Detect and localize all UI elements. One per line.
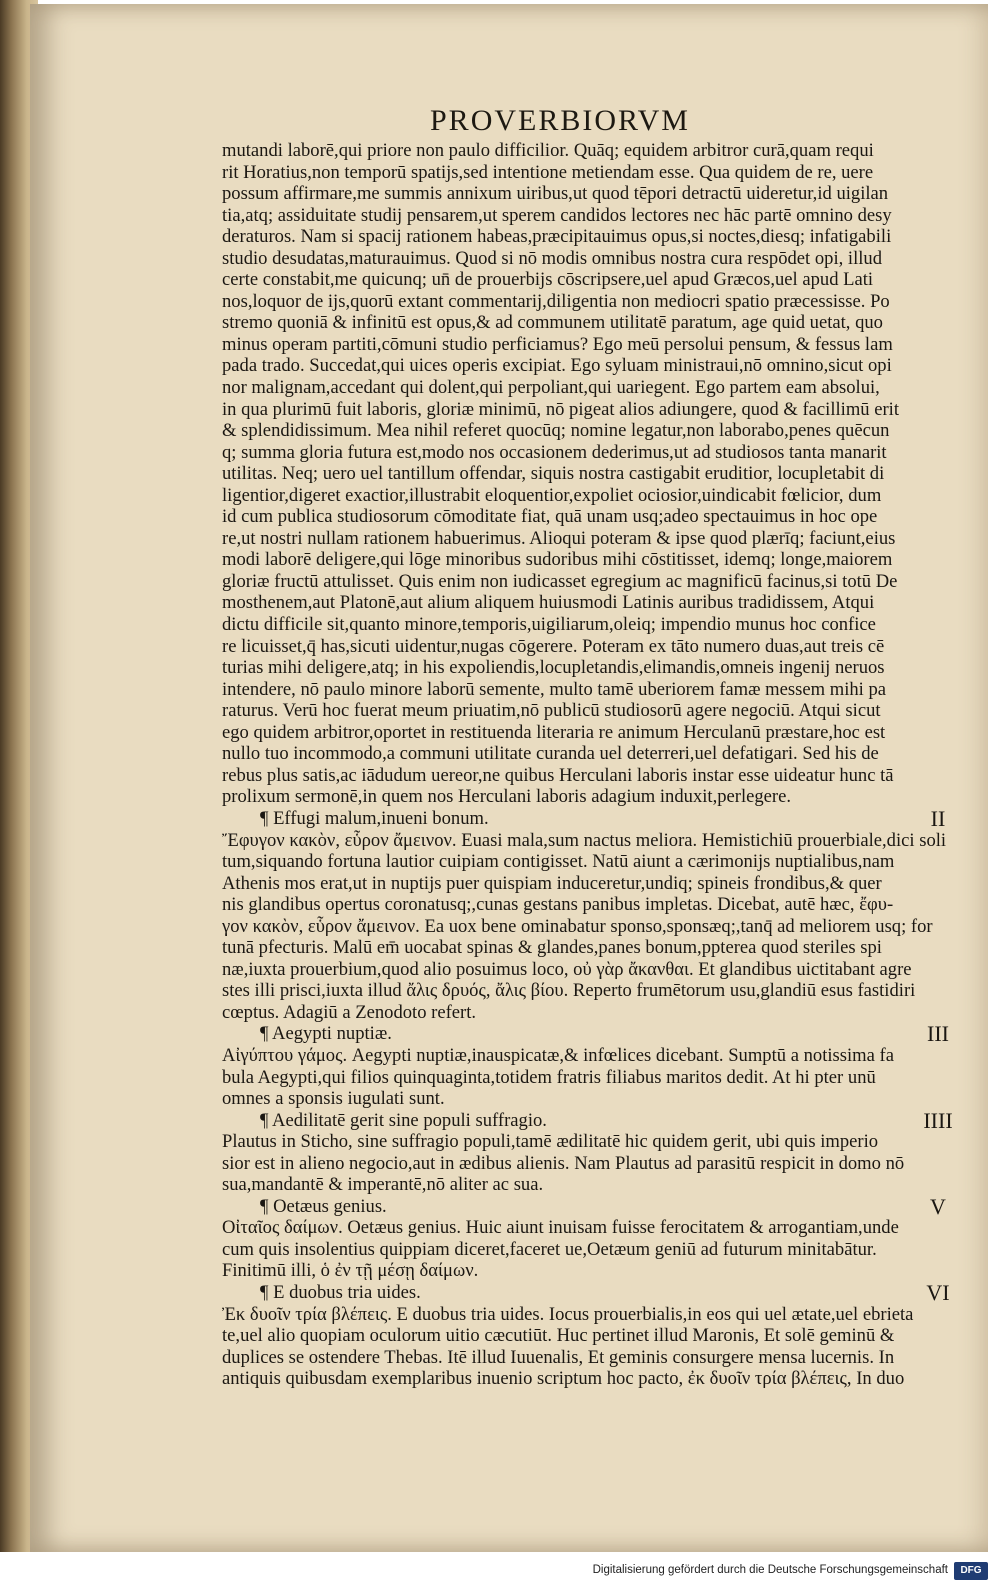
line-text: omnes a sponsis iugulati sunt. xyxy=(222,1088,445,1110)
text-line xyxy=(222,937,967,959)
line-text: duplices se ostendere Thebas. Itē illud Iuuenalis, Et geminis consurgere mensa lucernis. In xyxy=(222,1346,895,1368)
line-text: tum,siquando fortuna lautior cuipiam contigisset. Natū aiunt a cærimonijs nuptialibus,nam xyxy=(222,851,895,873)
text-line xyxy=(222,162,967,184)
adage-heading: ¶ Aedilitatē gerit sine populi suffragio. xyxy=(260,1109,547,1131)
text-line xyxy=(222,830,967,852)
line-text: dictu difficile sit,quanto minore,temporis,uigiliarum,oleiq; impendio munus hoc confice xyxy=(222,614,876,636)
adage-heading-line xyxy=(222,1282,967,1304)
line-text: Athenis mos erat,ut in nuptijs puer quispiam induceretur,undiq; spineis frondibus,& quer xyxy=(222,872,882,894)
line-text: minus operam partiti,cōmuni studio perficiamus? Ego meū persolui pensum, & fessus lam xyxy=(222,333,893,355)
text-line xyxy=(222,959,967,981)
text-line xyxy=(222,851,967,873)
line-text: nis glandibus opertus coronatusq;,cunas gestans panibus impletas. Dicebat, autē hæc, ἔφυ- xyxy=(222,894,894,916)
line-text: te,uel alio quopiam oculorum uitio cæcutiūt. Huc pertinet illud Maronis, Et solē geminū & xyxy=(222,1325,895,1347)
line-text: & splendidissimum. Mea nihil referet quocūq; nomine legatur,non laborabo,penes quēcun xyxy=(222,420,890,442)
line-text: cum quis insolentius quippiam diceret,faceret ue,Oetæum geniū ad futurum minitabātur. xyxy=(222,1238,877,1260)
text-line xyxy=(222,1153,967,1175)
text-line xyxy=(222,722,967,744)
line-text: ligentior,digeret exactior,illustrabit eloquentior,expoliet ociosior,uindicabit fœlicior, dum xyxy=(222,484,882,506)
line-text: re,ut nostri nullam rationem habuerimus. Alioqui poteram & ipse quod plærīq; faciunt,eius xyxy=(222,527,896,549)
text-block xyxy=(222,140,967,1390)
dfg-logo-icon: DFG xyxy=(954,1562,988,1580)
text-line xyxy=(222,657,967,679)
text-line xyxy=(222,894,967,916)
line-text: stes illi prisci,iuxta illud ἄλις δρυός, ἄλις βίου. Reperto frumētorum usu,glandiū esus fastidiri xyxy=(222,980,916,1002)
text-line xyxy=(222,140,967,162)
adage-numeral: VI xyxy=(926,1281,950,1304)
text-line xyxy=(222,743,967,765)
line-text: intendere, nō paulo minore laborū semente, multo tamē uberiorem famæ messem mihi pa xyxy=(222,678,887,700)
line-text: raturus. Verū hoc fuerat meum priuatim,nō publicū studiosorū agere negociū. Atqui sicut xyxy=(222,700,881,722)
line-text: Οἰταῖος δαίμων. Oetæus genius. Huic aiunt inuisam fuisse ferocitatem & arrogantiam,unde xyxy=(222,1217,899,1239)
adage-heading: ¶ Oetæus genius. xyxy=(260,1195,387,1217)
text-line xyxy=(222,291,967,313)
line-text: q; summa gloria futura est,modo nos occasionem dederimus,ut ad studiosos tanta manarit xyxy=(222,441,887,463)
line-text: Ἔφυγον κακὸν, εὗρον ἄμεινον. Euasi mala,sum nactus meliora. Hemistichiū prouerbiale,dici soli xyxy=(222,829,947,851)
adage-entry xyxy=(222,1196,967,1282)
text-line xyxy=(222,765,967,787)
line-text: id cum publica studiosorum cōmoditate fiat, quā unam usq;adeo spectauimus in hoc ope xyxy=(222,506,878,528)
line-text: gloriæ fructū attulisset. Quis enim non iudicasset egregium ac magnificū facinus,si totū De xyxy=(222,570,898,592)
text-line xyxy=(222,916,967,938)
adage-heading: ¶ E duobus tria uides. xyxy=(260,1281,421,1303)
adage-entry xyxy=(222,808,967,1023)
body-paragraph xyxy=(222,140,967,808)
adage-heading: ¶ Effugi malum,inueni bonum. xyxy=(260,807,489,829)
text-line xyxy=(222,269,967,291)
line-text: Finitimū illi, ὁ ἐν τῇ μέσῃ δαίμων. xyxy=(222,1260,479,1282)
text-line xyxy=(222,226,967,248)
line-text: rebus plus satis,ac iādudum uereor,ne quibus Herculani laboris instar esse uideatur hunc tā xyxy=(222,764,894,786)
text-line xyxy=(222,1131,967,1153)
text-line xyxy=(222,183,967,205)
line-text: næ,iuxta prouerbium,quod alio posuimus loco, οὐ γὰρ ἄκανθαι. Et glandibus uictitabant agre xyxy=(222,958,912,980)
line-text: cœptus. Adagiū a Zenodoto refert. xyxy=(222,1001,477,1023)
line-text: deraturos. Nam si spacij rationem habeas,præcipitauimus opus,si noctes,diesq; infatigabili xyxy=(222,226,892,248)
text-line xyxy=(222,1174,967,1196)
text-line xyxy=(222,1304,967,1326)
text-line xyxy=(222,528,967,550)
text-line xyxy=(222,1368,967,1390)
line-text: nullo tuo incommodo,a communi utilitate curanda uel deterreri,uel defatigari. Sed his de xyxy=(222,743,879,765)
line-text: rit Horatius,non temporū spatijs,sed intentione metiendam esse. Qua quidem de re, uere xyxy=(222,161,874,183)
text-line xyxy=(222,1347,967,1369)
text-line xyxy=(222,614,967,636)
text-line xyxy=(222,399,967,421)
adage-heading-line xyxy=(222,1023,967,1045)
line-text: sua,mandantē & imperantē,nō aliter ac sua. xyxy=(222,1174,544,1196)
text-line xyxy=(222,873,967,895)
text-line xyxy=(222,1067,967,1089)
adage-entry xyxy=(222,1282,967,1390)
text-line xyxy=(222,571,967,593)
text-line xyxy=(222,334,967,356)
text-line xyxy=(222,700,967,722)
line-text: Ἐκ δυοῖν τρία βλέπεις. E duobus tria uides. Iocus prouerbialis,in eos qui uel ætate,uel ebrieta xyxy=(222,1303,914,1325)
text-line xyxy=(222,312,967,334)
text-line xyxy=(222,1260,967,1282)
text-line xyxy=(222,205,967,227)
line-text: re licuisset,q̄ has,sicuti uidentur,nugas cōgerere. Poteram ex tāto numero duas,aut treis cē xyxy=(222,635,885,657)
line-text: mutandi laborē,qui priore non paulo difficilior. Quāq; equidem arbitror curā,quam requi xyxy=(222,140,874,161)
line-text: nor malignam,accedant qui dolent,qui perpoliant,qui uariegent. Ego partem eam absolui, xyxy=(222,377,880,399)
text-line xyxy=(222,463,967,485)
line-text: pada trado. Succedat,qui uices operis excipiat. Ego syluam ministraui,nō omnino,sicut opi xyxy=(222,355,892,377)
line-text: sior est in alieno negocio,aut in ædibus alienis. Nam Plautus ad parasitū respicit in domo nō xyxy=(222,1152,905,1174)
text-line xyxy=(222,485,967,507)
line-text: antiquis quibusdam exemplaribus inuenio scriptum hoc pacto, ἐκ δυοῖν τρία βλέπεις, In duo xyxy=(222,1368,905,1390)
line-text: γον κακὸν, εὗρον ἄμεινον. Ea uox bene ominabatur sponso,sponsæq;,tanq̄ ad meliorem usq; for xyxy=(222,915,933,937)
text-line xyxy=(222,549,967,571)
adage-heading-line xyxy=(222,808,967,830)
running-head: PROVERBIORVM xyxy=(430,104,690,137)
line-text: prolixum sermonē,in quem nos Herculani laboris adagium induxit,perlegere. xyxy=(222,786,792,808)
digitization-footer xyxy=(0,1552,1000,1590)
adage-numeral: II xyxy=(930,807,946,830)
text-line xyxy=(222,1088,967,1110)
line-text: studio desudatas,maturauimus. Quod si nō modis omnibus nostra cura respōdet opi, illud xyxy=(222,247,883,269)
line-text: certe constabit,me quicunq; un̄ de prouerbijs cōscripsere,uel apud Græcos,uel apud Lati xyxy=(222,269,874,291)
text-line xyxy=(222,980,967,1002)
funding-credit: Digitalisierung gefördert durch die Deutsche Forschungsgemeinschaft xyxy=(592,1564,948,1576)
line-text: ego quidem arbitror,oportet in restituenda literaria re animum Herculanū præstare,hoc est xyxy=(222,721,886,743)
text-line xyxy=(222,1325,967,1347)
text-line xyxy=(222,248,967,270)
text-line xyxy=(222,1217,967,1239)
line-text: bula Aegypti,qui filios quinquaginta,totidem fratris filiabus maritos dedit. At hi pter unū xyxy=(222,1066,876,1088)
text-line xyxy=(222,420,967,442)
text-line xyxy=(222,636,967,658)
line-text: tia,atq; assiduitate studij pensarem,ut sperem candidos lectores nec hāc partē omnino desy xyxy=(222,204,892,226)
text-line xyxy=(222,592,967,614)
text-line xyxy=(222,377,967,399)
line-text: Αἰγύπτου γάμος. Aegypti nuptiæ,inauspicatæ,& infœlices dicebant. Sumptū a notissima fa xyxy=(222,1044,894,1066)
text-line xyxy=(222,786,967,808)
adage-numeral: IIII xyxy=(923,1109,953,1132)
line-text: in qua plurimū fuit laboris, gloriæ minimū, nō pigeat alios adiungere, quod & facillimū erit xyxy=(222,398,900,420)
text-line xyxy=(222,1239,967,1261)
line-text: possum affirmare,me summis annixum uiribus,ut quod tēpori detractū uideretur,id uigilan xyxy=(222,183,889,205)
text-line xyxy=(222,442,967,464)
adage-numeral: V xyxy=(930,1195,946,1218)
adage-entry xyxy=(222,1023,967,1109)
line-text: Plautus in Sticho, sine suffragio populi,tamē ædilitatē hic quidem gerit, ubi quis imperio xyxy=(222,1131,879,1153)
text-line xyxy=(222,355,967,377)
text-line xyxy=(222,1045,967,1067)
line-text: tunā pfecturis. Malū em̄ uocabat spinas & glandes,panes bonum,ppterea quod steriles spi xyxy=(222,937,882,959)
adage-numeral: III xyxy=(927,1023,949,1045)
text-line xyxy=(222,679,967,701)
adage-heading-line xyxy=(222,1196,967,1218)
line-text: mosthenem,aut Platonē,aut alium aliquem huiusmodi Latinis auribus tradidissem, Atqui xyxy=(222,592,875,614)
text-line xyxy=(222,1002,967,1024)
adage-heading: ¶ Aegypti nuptiæ. xyxy=(260,1023,392,1045)
line-text: turias mihi deligere,atq; in his expoliendis,locupletandis,elimandis,omneis ingenij neruos xyxy=(222,657,885,679)
line-text: modi laborē deligere,qui lōge minoribus sudoribus mihi cōstitisset, idemq; longe,maiorem xyxy=(222,549,893,571)
line-text: utilitas. Neq; uero uel tantillum offendar, siquis nostra castigabit eruditior, locupletabit di xyxy=(222,463,885,485)
line-text: nos,loquor de ijs,quorū extant commentarij,diligentia non mediocri spatio præcessisse. Po xyxy=(222,290,890,312)
line-text: stremo quoniā & infinitū est opus,& ad communem utilitatē paratum, age quid uetat, quo xyxy=(222,312,883,334)
text-line xyxy=(222,506,967,528)
adage-heading-line xyxy=(222,1110,967,1132)
adage-entry xyxy=(222,1110,967,1196)
